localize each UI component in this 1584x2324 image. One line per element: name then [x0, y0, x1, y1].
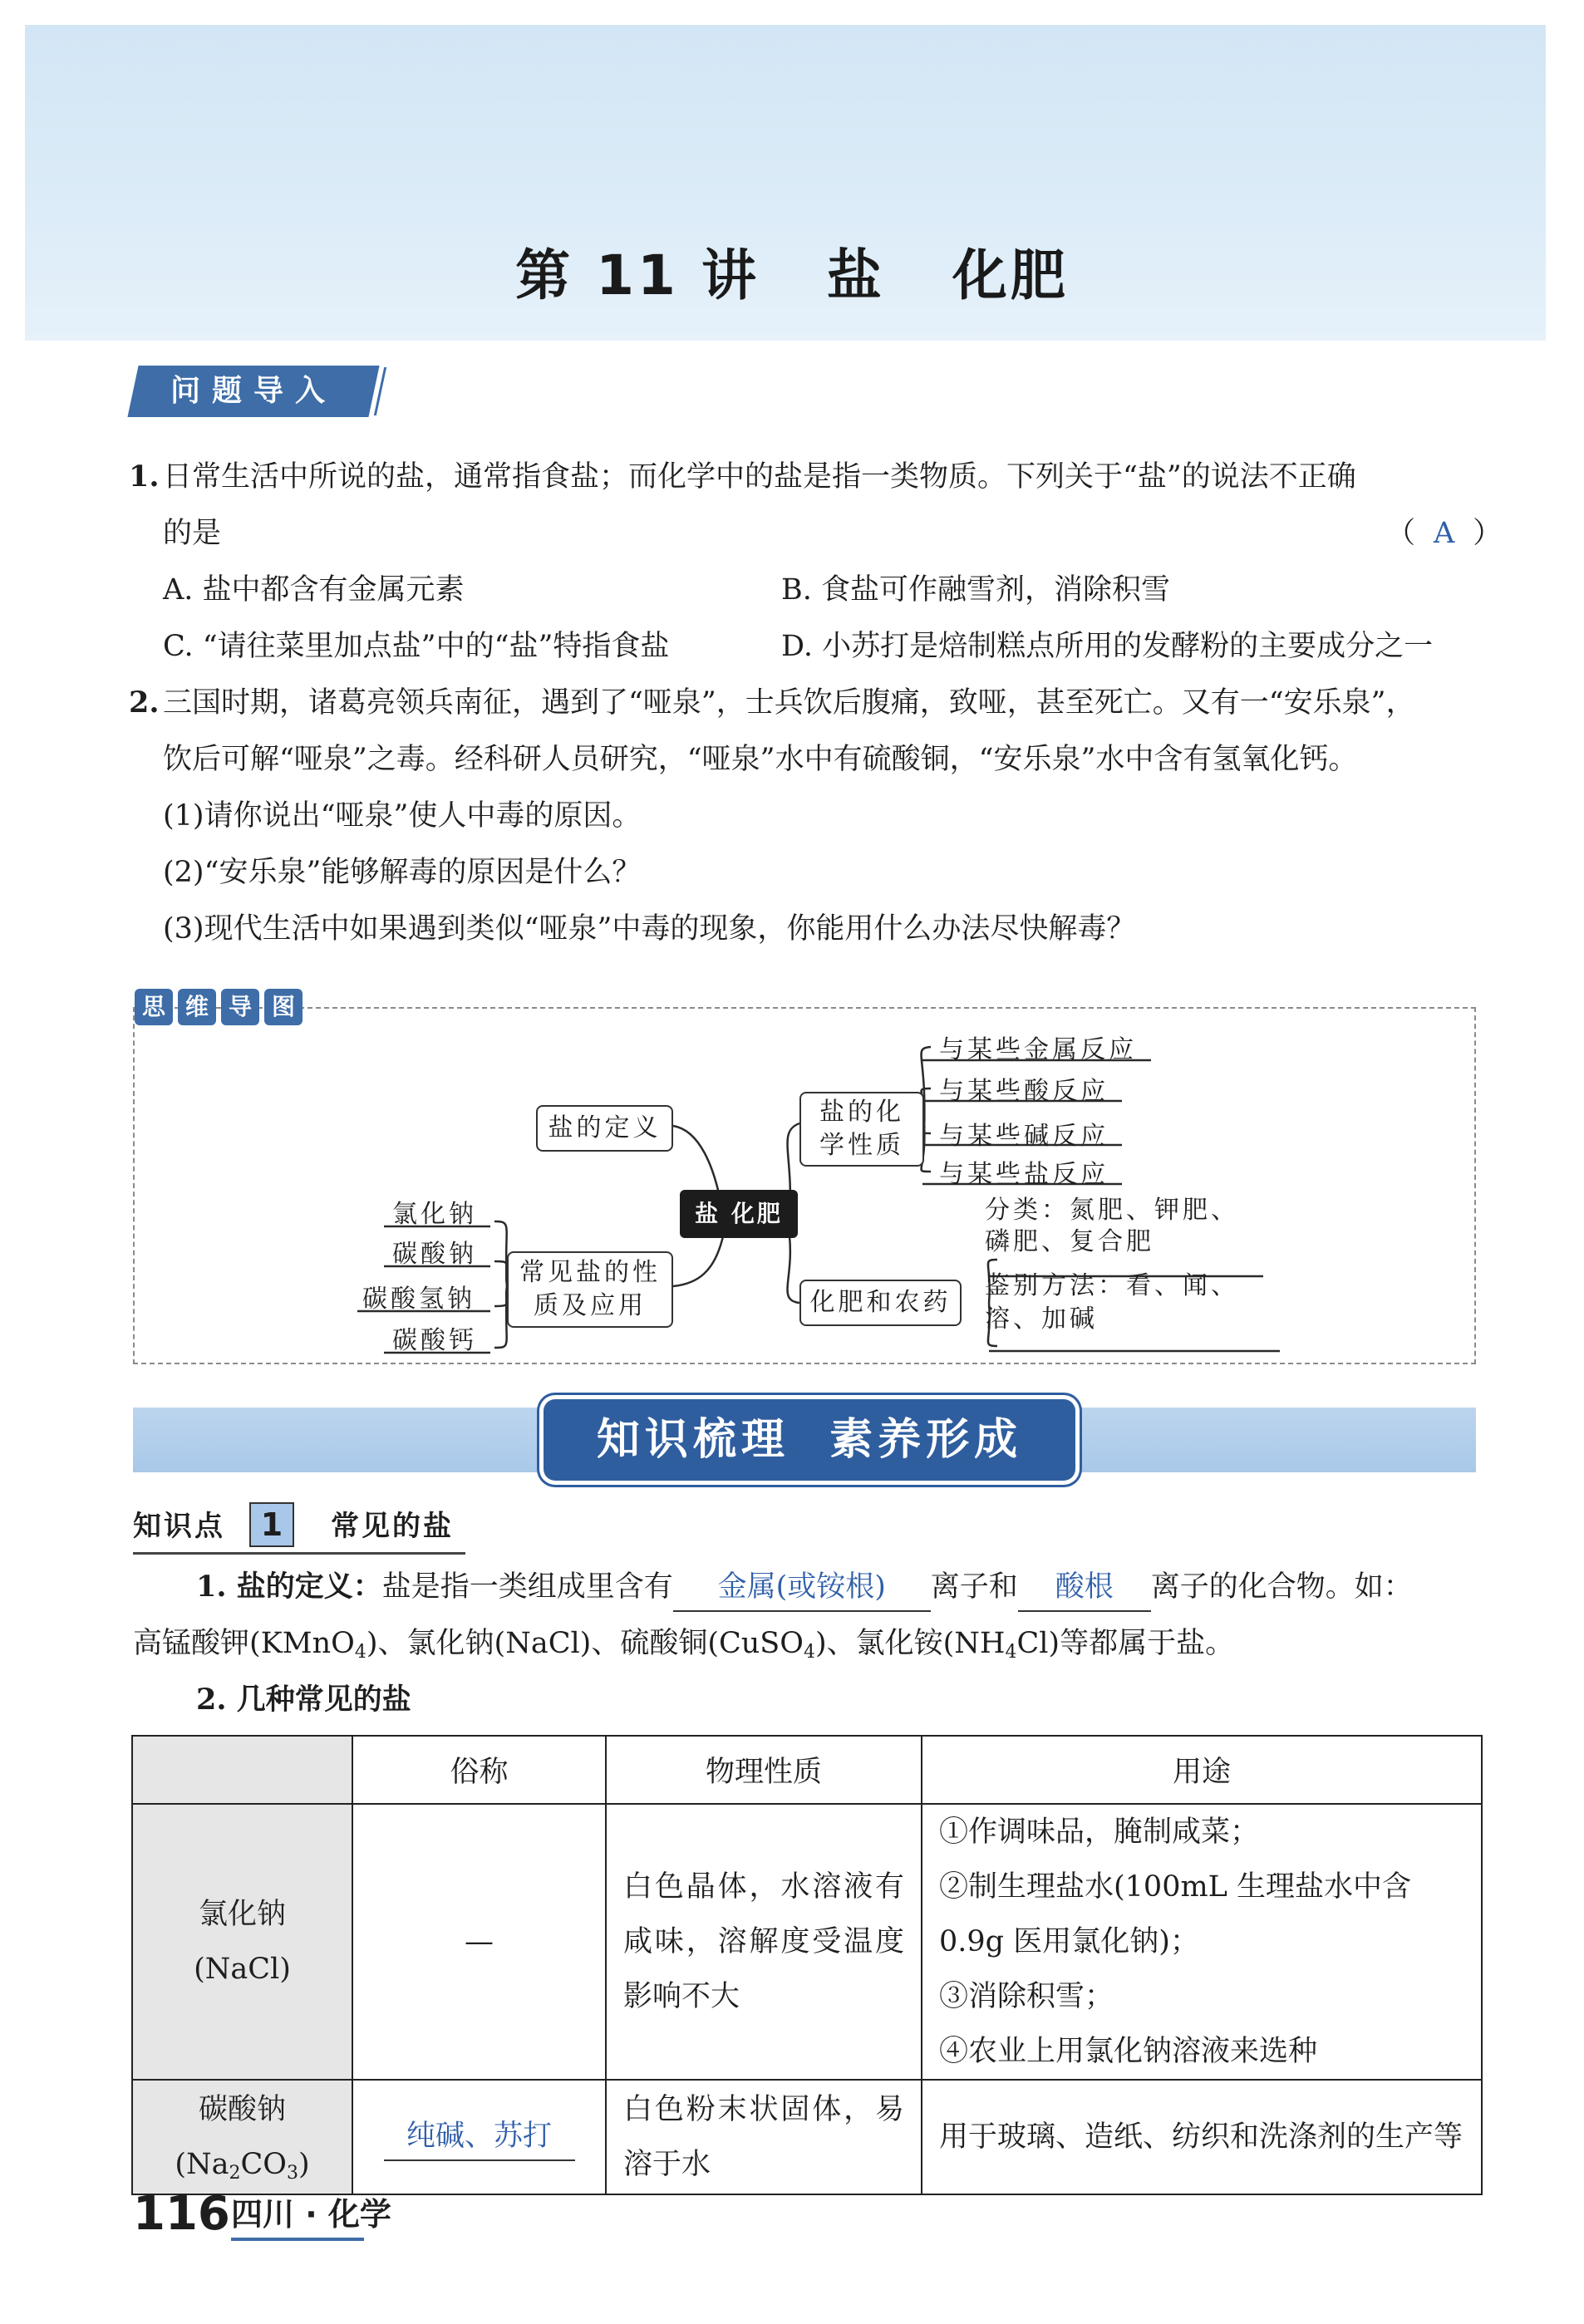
q2-sub2: (2)“安乐泉”能够解毒的原因是什么？ — [163, 856, 642, 889]
na2co3-physical: 白色粉末状固体，易溶于水 — [606, 2080, 922, 2194]
mindmap-classification — [985, 1195, 1239, 1258]
mindmap-identification-line2: 溶、加碱 — [985, 1304, 1098, 1334]
mindmap-tag-char-4: 图 — [264, 989, 303, 1025]
q2-stem-line1: 三国时期，诸葛亮领兵南征，遇到了“哑泉”，士兵饮后腹痛，致哑，甚至死亡。又有一“安乐泉”， — [163, 686, 1415, 720]
common-salts-subheading: 2. 几种常见的盐 — [196, 1683, 411, 1717]
q1-answer: A — [1434, 517, 1455, 550]
q1-number: 1. — [129, 459, 160, 494]
lecture-title: 第 11 讲 盐 化肥 — [515, 243, 1069, 307]
q1-option-b: B. 食盐可作融雪剂，消除积雪 — [781, 573, 1170, 607]
mindmap-node-fertilizer: 化肥和农药 — [799, 1280, 962, 1326]
salt-definition-text2: 离子和 — [930, 1570, 1018, 1604]
mindmap-salt-2: 碳酸钠 — [392, 1240, 477, 1269]
kp-title: 常见的盐 — [331, 1510, 454, 1543]
footer-label: 四川 · 化学 — [231, 2196, 391, 2233]
table-header-row — [132, 1736, 1482, 1804]
mindmap-salt-3: 碳酸氢钠 — [362, 1285, 475, 1314]
mindmap-tag-char-2: 维 — [178, 989, 216, 1025]
mindmap-center-node: 盐 化肥 — [680, 1190, 798, 1238]
page-number: 116 — [133, 2187, 230, 2241]
table-row — [132, 1804, 1482, 2080]
mindmap-node-chem-props — [799, 1092, 924, 1167]
nacl-physical: 白色晶体，水溶液有咸味，溶解度受温度影响不大 — [606, 1804, 922, 2080]
mindmap-reaction-2: 与某些酸反应 — [939, 1077, 1109, 1106]
footer-underline — [231, 2238, 364, 2241]
section-tag-intro-label: 问题导入 — [170, 374, 337, 408]
na2co3-name: 碳酸钠 — [198, 2093, 286, 2126]
q2-sub3: (3)现代生活中如果遇到类似“哑泉”中毒的现象，你能用什么办法尽快解毒？ — [163, 912, 1136, 946]
na2co3-alias: 纯碱、苏打 — [384, 2113, 575, 2161]
nacl-use-1: ①作调味品，腌制咸菜； — [939, 1815, 1260, 1849]
salt-definition-text1: 盐是指一类组成里含有 — [381, 1570, 673, 1604]
q1-stem-line2: 的是 — [163, 517, 222, 550]
q2-stem-line2: 饮后可解“哑泉”之毒。经科研人员研究，“哑泉”水中有硫酸铜，“安乐泉”水中含有氢氧化钙。 — [163, 743, 1358, 776]
mindmap-identification — [985, 1270, 1239, 1336]
mindmap-reaction-1: 与某些金属反应 — [939, 1035, 1137, 1064]
nacl-formula: (NaCl) — [194, 1953, 291, 1986]
q1-answer-bracket: （ A ） — [1386, 517, 1503, 550]
salt-definition — [196, 1559, 1413, 1615]
mindmap-node-chem-props-line1: 盐的化 — [819, 1098, 904, 1127]
mindmap-node-definition: 盐的定义 — [536, 1105, 673, 1152]
q1-option-a: A. 盐中都含有金属元素 — [163, 573, 465, 607]
salt-definition-label: 1. 盐的定义： — [196, 1570, 382, 1604]
blank-acid-radical: 酸根 — [1018, 1564, 1151, 1612]
mindmap-classification-line2: 磷肥、复合肥 — [985, 1227, 1154, 1256]
kp-label: 知识点 — [133, 1510, 225, 1543]
na2co3-uses: 用于玻璃、造纸、纺织和洗涤剂的生产等 — [922, 2080, 1482, 2194]
nacl-name-cell — [132, 1804, 352, 2080]
nacl-name: 氯化钠 — [198, 1898, 286, 1931]
knowledge-banner-title: 知识梳理 素养形成 — [596, 1415, 1023, 1465]
q2-sub1: (1)请你说出“哑泉”使人中毒的原因。 — [163, 799, 642, 833]
table-header-uses: 用途 — [922, 1736, 1482, 1804]
kp-number-badge: 1 — [249, 1502, 294, 1547]
mindmap-node-chem-props-line2: 学性质 — [819, 1131, 904, 1160]
nacl-use-4: ④农业上用氯化钠溶液来选种 — [939, 2035, 1318, 2068]
q1-stem-line1: 日常生活中所说的盐，通常指食盐；而化学中的盐是指一类物质。下列关于“盐”的说法不正确 — [163, 460, 1356, 494]
nacl-alias: — — [352, 1804, 606, 2080]
q2-number: 2. — [129, 685, 160, 720]
kp-underline — [133, 1552, 465, 1555]
mindmap-tag-char-3: 导 — [221, 989, 259, 1025]
table-header-blank — [132, 1736, 352, 1804]
table-row — [132, 2080, 1482, 2194]
mindmap-tag-char-1: 思 — [135, 989, 173, 1025]
mindmap-identification-line1: 鉴别方法：看、闻、 — [985, 1271, 1239, 1300]
q1-option-d: D. 小苏打是焙制糕点所用的发酵粉的主要成分之一 — [781, 630, 1434, 663]
na2co3-name-cell — [132, 2080, 352, 2194]
nacl-use-2: ②制生理盐水(100mL 生理盐水中含 0.9g 医用氯化钠)； — [939, 1870, 1412, 1958]
mindmap-node-common-salts-line2: 质及应用 — [534, 1291, 647, 1320]
table-header-alias: 俗称 — [352, 1736, 606, 1804]
q1-option-c: C. “请往菜里加点盐”中的“盐”特指食盐 — [163, 630, 670, 663]
mindmap-reaction-3: 与某些碱反应 — [939, 1122, 1109, 1151]
blank-metal-ion: 金属(或铵根) — [673, 1564, 931, 1612]
salt-definition-text3: 离子的化合物。如： — [1150, 1570, 1413, 1604]
mindmap-classification-line1: 分类：氮肥、钾肥、 — [985, 1196, 1239, 1225]
nacl-uses — [922, 1804, 1482, 2080]
common-salts-table — [131, 1735, 1483, 2195]
mindmap-reaction-4: 与某些盐反应 — [939, 1160, 1109, 1189]
salt-examples: 高锰酸钾(KMnO$_4$)、氯化钠(NaCl)、硫酸铜(CuSO$_4$)、氯化铵$(NH_4Cl)$等都属于盐。 — [133, 1627, 1235, 1663]
mindmap-node-common-salts — [507, 1251, 673, 1328]
na2co3-alias-cell — [352, 2080, 606, 2194]
nacl-use-3: ③消除积雪； — [939, 1980, 1114, 2013]
table-header-physical: 物理性质 — [606, 1736, 922, 1804]
mindmap-salt-4: 碳酸钙 — [392, 1326, 477, 1355]
na2co3-formula: $(Na_2CO_3)$ — [175, 2148, 310, 2184]
mindmap-node-common-salts-line1: 常见盐的性 — [519, 1258, 661, 1287]
mindmap-salt-1: 氯化钠 — [392, 1200, 477, 1229]
